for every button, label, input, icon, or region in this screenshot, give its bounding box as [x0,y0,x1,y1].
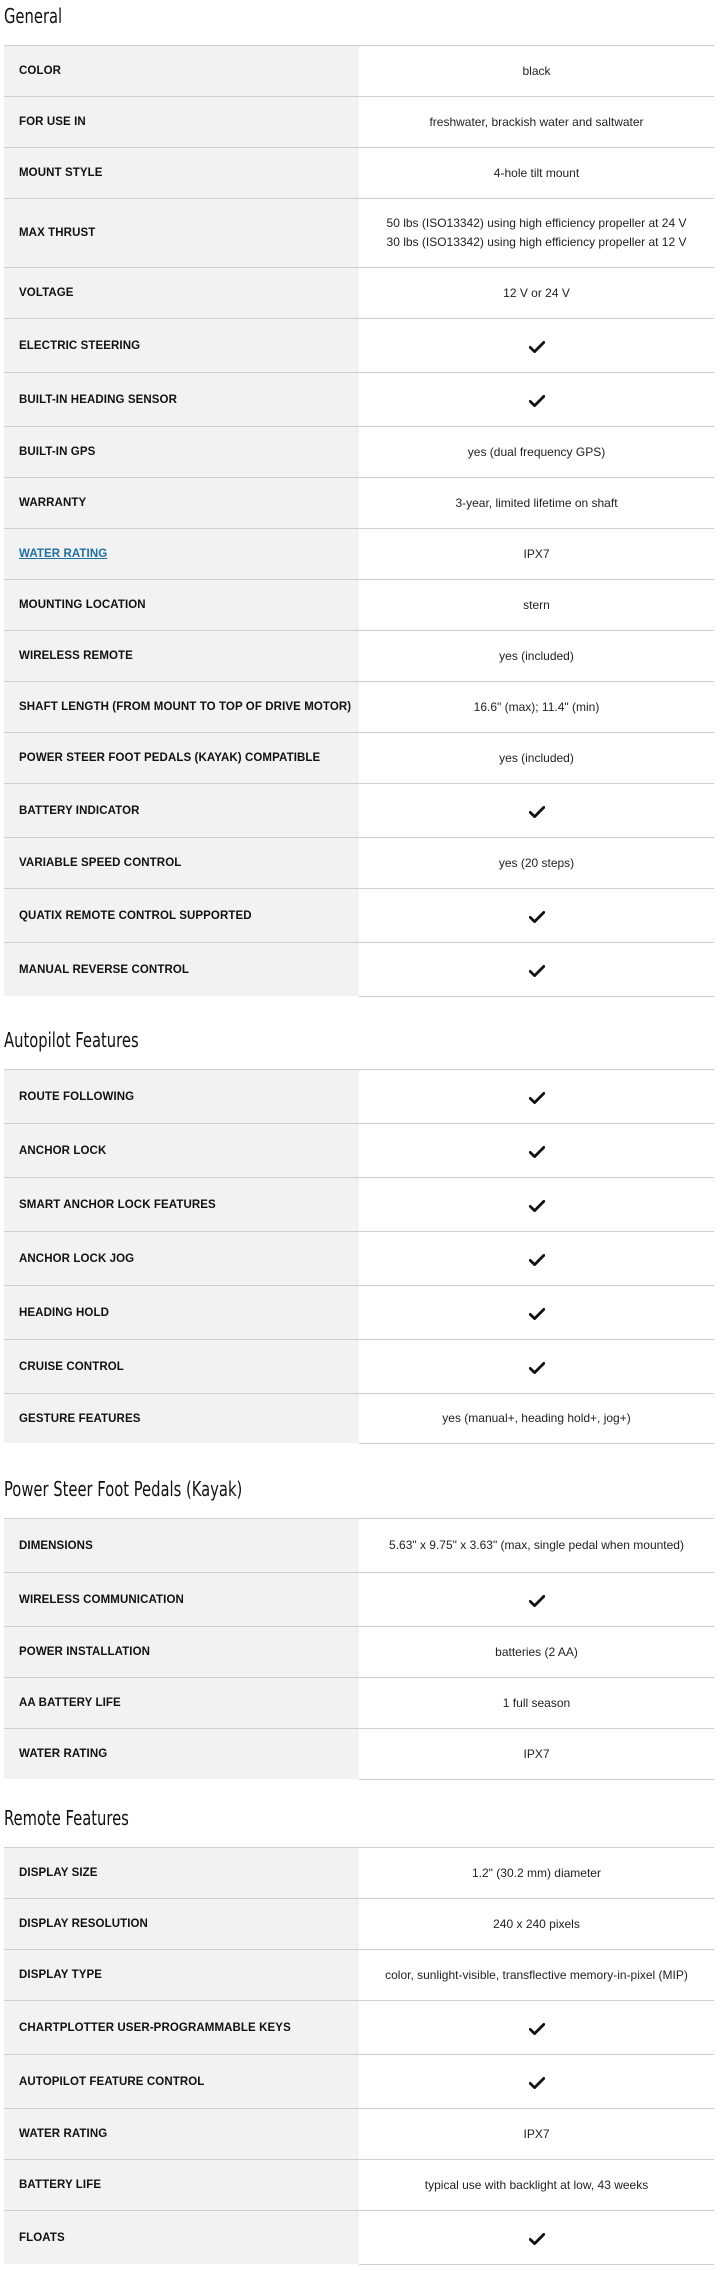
spec-value-cell [359,1394,714,1443]
spec-row [4,318,714,372]
checkmark-icon [529,1199,545,1211]
spec-value: stern [523,597,550,612]
spec-value-cell [359,2160,714,2210]
spec-value: 1 full season [502,1695,571,1710]
spec-label-cell [4,580,359,630]
spec-row [4,147,714,198]
spec-table-general [4,45,714,996]
spec-label: DISPLAY SIZE [19,1867,98,1879]
spec-value-cell [359,148,714,198]
spec-value: IPX7 [523,546,550,561]
spec-value-cell [359,1178,714,1231]
spec-label-cell [4,943,359,996]
spec-label: MOUNTING LOCATION [19,599,146,611]
spec-value-cell [359,1678,714,1728]
spec-value: batteries (2 AA) [495,1644,578,1659]
spec-value: 1.2" (30.2 mm) diameter [472,1865,601,1880]
spec-label: SMART ANCHOR LOCK FEATURES [19,1198,216,1211]
spec-label-cell [4,1678,359,1728]
spec-label: WIRELESS REMOTE [19,650,133,662]
spec-value: IPX7 [523,2126,550,2141]
spec-value-cell [359,1729,714,1779]
section-title-remote-features: Remote Features [4,1806,129,1830]
spec-value-cell [359,682,714,732]
spec-value-cell [359,1848,714,1898]
spec-value: yes (manual+, heading hold+, jog+) [442,1411,631,1425]
spec-label: QUATIX REMOTE CONTROL SUPPORTED [19,909,252,922]
spec-label-cell [4,427,359,477]
checkmark-icon [529,1253,545,1265]
spec-label-cell [4,784,359,837]
spec-row [4,888,714,942]
spec-label: BATTERY LIFE [19,2179,102,2191]
spec-row [4,942,714,996]
spec-label: DISPLAY RESOLUTION [19,1918,148,1930]
spec-label: SHAFT LENGTH (FROM MOUNT TO TOP OF DRIVE MOTOR) [19,701,352,713]
spec-value-cell [359,373,714,426]
spec-value-cell [359,529,714,579]
spec-value-cell [359,733,714,783]
checkmark-icon [529,1145,545,1157]
spec-label: MAX THRUST [19,227,96,239]
spec-label: HEADING HOLD [19,1306,110,1319]
spec-value-line: 50 lbs (ISO13342) using high efficiency propeller at 24 V [386,216,687,230]
spec-label: AA BATTERY LIFE [19,1697,121,1709]
spec-row [4,2210,714,2264]
spec-row [4,96,714,147]
spec-value-cell [359,1627,714,1677]
checkmark-icon [529,910,545,922]
spec-label-cell [4,2160,359,2210]
spec-value: yes (included) [499,750,574,765]
spec-label-cell [4,889,359,942]
spec-label: WARRANTY [19,497,87,509]
spec-value-cell [359,199,714,267]
spec-label-cell [4,2001,359,2054]
spec-row [4,1393,714,1443]
spec-value: yes (dual frequency GPS) [467,444,606,459]
spec-row [4,2108,714,2159]
spec-label-cell [4,1286,359,1339]
spec-label: WIRELESS COMMUNICATION [19,1593,184,1606]
spec-label-cell [4,1519,359,1572]
spec-value: yes (20 steps) [498,855,575,870]
spec-value-cell [359,580,714,630]
spec-label-cell [4,268,359,318]
spec-label: ELECTRIC STEERING [19,339,141,352]
spec-value-cell [359,1286,714,1339]
checkmark-icon [529,2076,545,2088]
spec-value: 240 x 240 pixels [493,1916,580,1931]
spec-label: FLOATS [19,2231,65,2244]
spec-row [4,1847,714,1898]
spec-row [4,267,714,318]
spec-value-cell [359,2109,714,2159]
table-bottom-divider [359,2264,714,2265]
spec-value-cell [359,889,714,942]
spec-row [4,372,714,426]
spec-value-cell [359,319,714,372]
spec-label: BATTERY INDICATOR [19,804,140,817]
spec-label: ROUTE FOLLOWING [19,1090,135,1103]
table-bottom-divider [359,1779,714,1780]
spec-value: yes (included) [499,648,574,663]
spec-table-autopilot-features [4,1069,714,1443]
spec-value-cell [359,943,714,996]
spec-value: color, sunlight-visible, transflective memory-in-pixel (MIP) [385,1967,688,1982]
spec-value-cell [359,46,714,96]
spec-label: CHARTPLOTTER USER-PROGRAMMABLE KEYS [19,2021,291,2034]
spec-row [4,528,714,579]
table-bottom-divider [359,1443,714,1444]
spec-label: MANUAL REVERSE CONTROL [19,963,190,976]
spec-label-cell [4,1899,359,1949]
spec-row [4,426,714,477]
spec-value-cell [359,478,714,528]
checkmark-icon [529,805,545,817]
spec-value-cell [359,268,714,318]
spec-value-cell [359,2055,714,2108]
section-title-autopilot-features: Autopilot Features [4,1028,139,1052]
spec-label: VARIABLE SPEED CONTROL [19,857,182,869]
spec-row [4,45,714,96]
spec-value-cell [359,1573,714,1626]
spec-label-cell [4,97,359,147]
spec-row [4,630,714,681]
spec-label: WATER RATING [19,2128,108,2140]
spec-label: DIMENSIONS [19,1539,93,1552]
spec-row [4,1069,714,1123]
spec-row [4,579,714,630]
spec-label: ANCHOR LOCK [19,1144,107,1157]
spec-label-cell [4,1627,359,1677]
spec-label: BUILT-IN GPS [19,446,96,458]
spec-row [4,1177,714,1231]
spec-value: 16.6" (max); 11.4" (min) [473,699,600,714]
spec-label-cell [4,1394,359,1443]
section-title-power-steer-foot-pedals-kayak: Power Steer Foot Pedals (Kayak) [4,1477,243,1501]
spec-row [4,2159,714,2210]
spec-value [387,214,687,252]
spec-label-cell [4,478,359,528]
checkmark-icon [529,964,545,976]
spec-row [4,1339,714,1393]
spec-label: VOLTAGE [19,287,74,299]
spec-label: MOUNT STYLE [19,167,103,179]
spec-label: DISPLAY TYPE [19,1969,103,1981]
spec-row [4,1231,714,1285]
spec-label-cell [4,2055,359,2108]
spec-row [4,1285,714,1339]
checkmark-icon [529,1091,545,1103]
spec-label-cell [4,631,359,681]
spec-value-cell [359,1950,714,2000]
spec-value-cell [359,838,714,888]
spec-label: ANCHOR LOCK JOG [19,1252,135,1265]
spec-label-link[interactable]: WATER RATING [19,548,108,560]
spec-value-cell [359,97,714,147]
spec-label-cell [4,733,359,783]
checkmark-icon [529,1361,545,1373]
spec-label-cell [4,199,359,267]
spec-label-cell [4,1848,359,1898]
spec-label-cell [4,2109,359,2159]
spec-label: GESTURE FEATURES [19,1412,141,1425]
spec-row [4,2054,714,2108]
spec-value: black [522,63,551,78]
spec-row [4,783,714,837]
spec-value: typical use with backlight at low, 43 weeks [424,2177,649,2192]
spec-row [4,477,714,528]
spec-label-cell [4,1124,359,1177]
spec-label-cell [4,1178,359,1231]
spec-label-cell [4,838,359,888]
spec-label-cell [4,1070,359,1123]
table-bottom-divider [359,996,714,997]
spec-row [4,1123,714,1177]
spec-value-cell [359,1232,714,1285]
spec-label-cell [4,148,359,198]
spec-value: IPX7 [523,1746,550,1761]
spec-row [4,1677,714,1728]
spec-row [4,1626,714,1677]
spec-value-line: 30 lbs (ISO13342) using high efficiency propeller at 12 V [386,235,687,249]
spec-label-cell [4,1340,359,1393]
spec-value: 5.63" x 9.75" x 3.63" (max, single pedal when mounted) [389,1538,684,1552]
spec-label-cell [4,682,359,732]
spec-label-cell [4,2211,359,2264]
spec-row [4,837,714,888]
spec-row [4,1728,714,1779]
spec-row [4,198,714,267]
checkmark-icon [529,394,545,406]
spec-row [4,732,714,783]
spec-label: COLOR [19,65,62,77]
spec-label: POWER INSTALLATION [19,1646,151,1658]
spec-label-cell [4,46,359,96]
spec-label: BUILT-IN HEADING SENSOR [19,393,177,406]
checkmark-icon [529,340,545,352]
spec-label: CRUISE CONTROL [19,1360,124,1373]
spec-label: WATER RATING [19,1748,108,1760]
spec-label: FOR USE IN [19,116,86,128]
spec-value: 3-year, limited lifetime on shaft [455,495,618,510]
checkmark-icon [529,2232,545,2244]
spec-label-cell [4,1729,359,1779]
spec-label-cell [4,529,359,579]
spec-label-cell [4,1950,359,2000]
spec-value-cell [359,2001,714,2054]
spec-table-remote-features [4,1847,714,2264]
spec-value-cell [359,1519,714,1572]
spec-row [4,1898,714,1949]
spec-label: POWER STEER FOOT PEDALS (KAYAK) COMPATIBLE [19,752,321,764]
spec-row [4,681,714,732]
spec-value-cell [359,2211,714,2264]
spec-label-cell [4,1573,359,1626]
checkmark-icon [529,1594,545,1606]
section-title-general: General [4,4,63,28]
spec-value-cell [359,784,714,837]
spec-label-cell [4,373,359,426]
spec-value-cell [359,1124,714,1177]
spec-value: 4-hole tilt mount [493,165,580,180]
spec-row [4,1949,714,2000]
spec-row [4,1572,714,1626]
spec-value: 12 V or 24 V [503,285,570,300]
spec-value: freshwater, brackish water and saltwater [429,114,644,129]
spec-value-cell [359,631,714,681]
spec-label-cell [4,1232,359,1285]
spec-row [4,2000,714,2054]
checkmark-icon [529,1307,545,1319]
checkmark-icon [529,2022,545,2034]
spec-value-cell [359,1070,714,1123]
spec-value-cell [359,1340,714,1393]
spec-table-power-steer-foot-pedals-kayak [4,1518,714,1779]
spec-value-cell [359,1899,714,1949]
spec-label-cell [4,319,359,372]
spec-value-cell [359,427,714,477]
spec-label: AUTOPILOT FEATURE CONTROL [19,2075,205,2088]
spec-row [4,1518,714,1572]
